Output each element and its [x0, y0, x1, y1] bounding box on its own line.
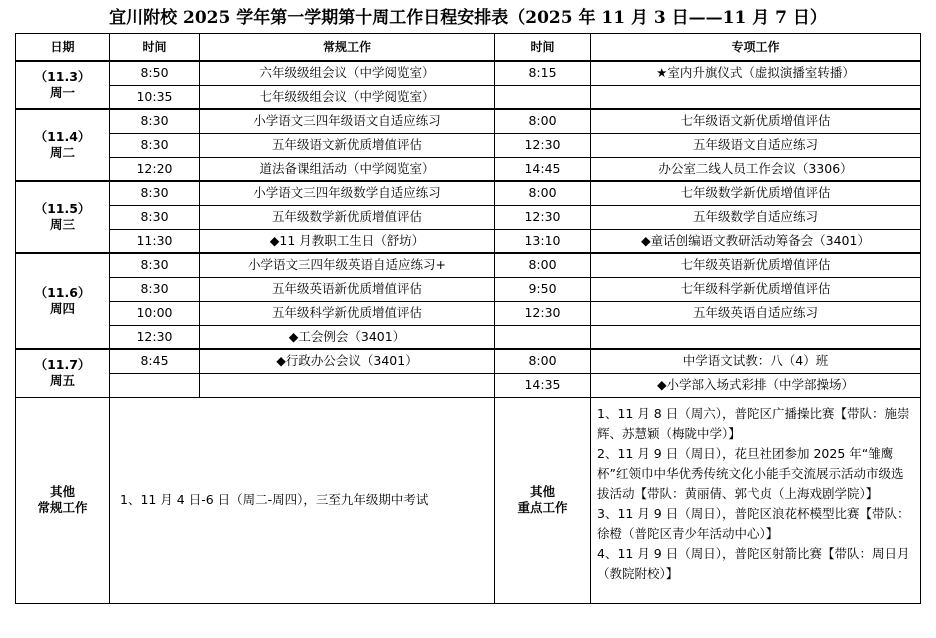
- routine-time: 8:30: [110, 253, 200, 277]
- header-time-special: 时间: [495, 34, 591, 62]
- routine-time: 8:30: [110, 181, 200, 205]
- routine-task: 五年级英语新优质增值评估: [200, 277, 495, 301]
- schedule-row: [16, 277, 921, 301]
- special-time: 14:45: [495, 157, 591, 181]
- other-special-item: 4、11 月 9 日（周日），普陀区射箭比赛【带队：周日月（教院附校）】: [597, 545, 910, 581]
- special-task: 五年级语文自适应练习: [591, 133, 921, 157]
- routine-time: 11:30: [110, 229, 200, 253]
- routine-time: 8:45: [110, 349, 200, 373]
- special-task: ★室内升旗仪式（虚拟演播室转播）: [591, 61, 921, 85]
- special-time: [495, 325, 591, 349]
- schedule-row: [16, 349, 921, 373]
- routine-task: ◆行政办公会议（3401）: [200, 349, 495, 373]
- special-time: 8:00: [495, 349, 591, 373]
- special-time: 13:10: [495, 229, 591, 253]
- header-row: [16, 34, 921, 62]
- routine-task: ◆工会例会（3401）: [200, 325, 495, 349]
- schedule-row: [16, 133, 921, 157]
- routine-task: 道法备课组活动（中学阅览室）: [200, 157, 495, 181]
- special-time: 8:00: [495, 253, 591, 277]
- other-special-list: [591, 397, 921, 603]
- day-date: （11.4）: [34, 129, 91, 144]
- other-routine-label-line2: 常规工作: [37, 500, 88, 515]
- special-time: 9:50: [495, 277, 591, 301]
- other-special-label-line2: 重点工作: [517, 500, 568, 515]
- day-weekday: 周一: [49, 85, 75, 100]
- day-date: （11.7）: [34, 357, 91, 373]
- schedule-row: [16, 373, 921, 397]
- day-cell: [16, 61, 110, 109]
- routine-task: 小学语文三四年级英语自适应练习+: [200, 253, 495, 277]
- day-date: （11.5）: [34, 201, 91, 216]
- other-special-label-line1: 其他: [529, 484, 555, 499]
- special-task: 五年级英语自适应练习: [591, 301, 921, 325]
- schedule-row: [16, 253, 921, 277]
- other-special-item: 2、11 月 9 日（周日），花旦社团参加 2025 年“雏鹰杯”红领巾中华优秀传统文化小能手交流展示活动市级选拔活动【带队：黄丽倩、郭弋贞（上海戏剧学院）】: [597, 445, 904, 501]
- schedule-row: [16, 157, 921, 181]
- special-task: 七年级英语新优质增值评估: [591, 253, 921, 277]
- routine-time: 12:20: [110, 157, 200, 181]
- special-task: 办公室二线人员工作会议（3306）: [591, 157, 921, 181]
- other-special-label: [495, 397, 591, 603]
- routine-time: 12:30: [110, 325, 200, 349]
- special-task: [591, 85, 921, 109]
- other-special-item: 3、11 月 9 日（周日），普陀区浪花杯模型比赛【带队：徐橙（普陀区青少年活动中心）】: [597, 505, 910, 541]
- special-task: 七年级科学新优质增值评估: [591, 277, 921, 301]
- header-date: 日期: [16, 34, 110, 62]
- special-time: 8:00: [495, 109, 591, 133]
- special-time: 8:00: [495, 181, 591, 205]
- header-special-work: 专项工作: [591, 34, 921, 62]
- schedule-row: [16, 61, 921, 85]
- special-task: 七年级语文新优质增值评估: [591, 109, 921, 133]
- routine-time: 8:30: [110, 133, 200, 157]
- special-task: ◆小学部入场式彩排（中学部操场）: [591, 373, 921, 397]
- routine-time: 8:30: [110, 277, 200, 301]
- routine-time: 8:30: [110, 109, 200, 133]
- routine-task: [200, 373, 495, 397]
- header-routine-work: 常规工作: [200, 34, 495, 62]
- day-cell: [16, 349, 110, 397]
- special-task: [591, 325, 921, 349]
- routine-task: 小学语文三四年级数学自适应练习: [200, 181, 495, 205]
- page-title: 宜川附校 2025 学年第一学期第十周工作日程安排表（2025 年 11 月 3 日——11 月 7 日）: [109, 8, 827, 28]
- day-cell: [16, 109, 110, 181]
- routine-time: 8:30: [110, 205, 200, 229]
- other-routine-label: [16, 397, 110, 603]
- day-weekday: 周四: [49, 301, 75, 316]
- day-weekday: 周二: [49, 145, 75, 160]
- routine-time: 8:50: [110, 61, 200, 85]
- special-time: 12:30: [495, 133, 591, 157]
- special-time: [495, 85, 591, 109]
- special-task: ◆童话创编语文教研活动筹备会（3401）: [591, 229, 921, 253]
- routine-task: 五年级语文新优质增值评估: [200, 133, 495, 157]
- special-task: 中学语文试教：八（4）班: [591, 349, 921, 373]
- schedule-row: [16, 205, 921, 229]
- routine-task: 五年级科学新优质增值评估: [200, 301, 495, 325]
- special-task: 七年级数学新优质增值评估: [591, 181, 921, 205]
- routine-time: [110, 373, 200, 397]
- schedule-row: [16, 229, 921, 253]
- schedule-row: [16, 181, 921, 205]
- routine-task: 七年级级组会议（中学阅览室）: [200, 85, 495, 109]
- special-task: 五年级数学自适应练习: [591, 205, 921, 229]
- routine-time: 10:35: [110, 85, 200, 109]
- schedule-table: [15, 33, 921, 604]
- day-weekday: 周三: [49, 217, 75, 232]
- special-time: 12:30: [495, 205, 591, 229]
- header-time-routine: 时间: [110, 34, 200, 62]
- day-weekday: 周五: [49, 373, 75, 389]
- routine-task: 六年级级组会议（中学阅览室）: [200, 61, 495, 85]
- day-date: （11.6）: [34, 285, 91, 300]
- other-routine-text: 1、11 月 4 日-6 日（周二-周四），三至九年级期中考试: [110, 397, 495, 603]
- schedule-row: [16, 85, 921, 109]
- other-row: [16, 397, 921, 603]
- routine-task: 五年级数学新优质增值评估: [200, 205, 495, 229]
- special-time: 8:15: [495, 61, 591, 85]
- day-cell: [16, 253, 110, 349]
- schedule-row: [16, 301, 921, 325]
- day-date: （11.3）: [34, 69, 91, 84]
- other-special-item: 1、11 月 8 日（周六），普陀区广播操比赛【带队：施崇辉、苏慧颖（梅陇中学）】: [597, 405, 910, 441]
- special-time: 12:30: [495, 301, 591, 325]
- routine-task: ◆11 月教职工生日（舒坊）: [200, 229, 495, 253]
- other-routine-label-line1: 其他: [49, 484, 75, 499]
- schedule-row: [16, 325, 921, 349]
- routine-task: 小学语文三四年级语文自适应练习: [200, 109, 495, 133]
- special-time: 14:35: [495, 373, 591, 397]
- routine-time: 10:00: [110, 301, 200, 325]
- schedule-row: [16, 109, 921, 133]
- day-cell: [16, 181, 110, 253]
- schedule-body: [16, 61, 921, 397]
